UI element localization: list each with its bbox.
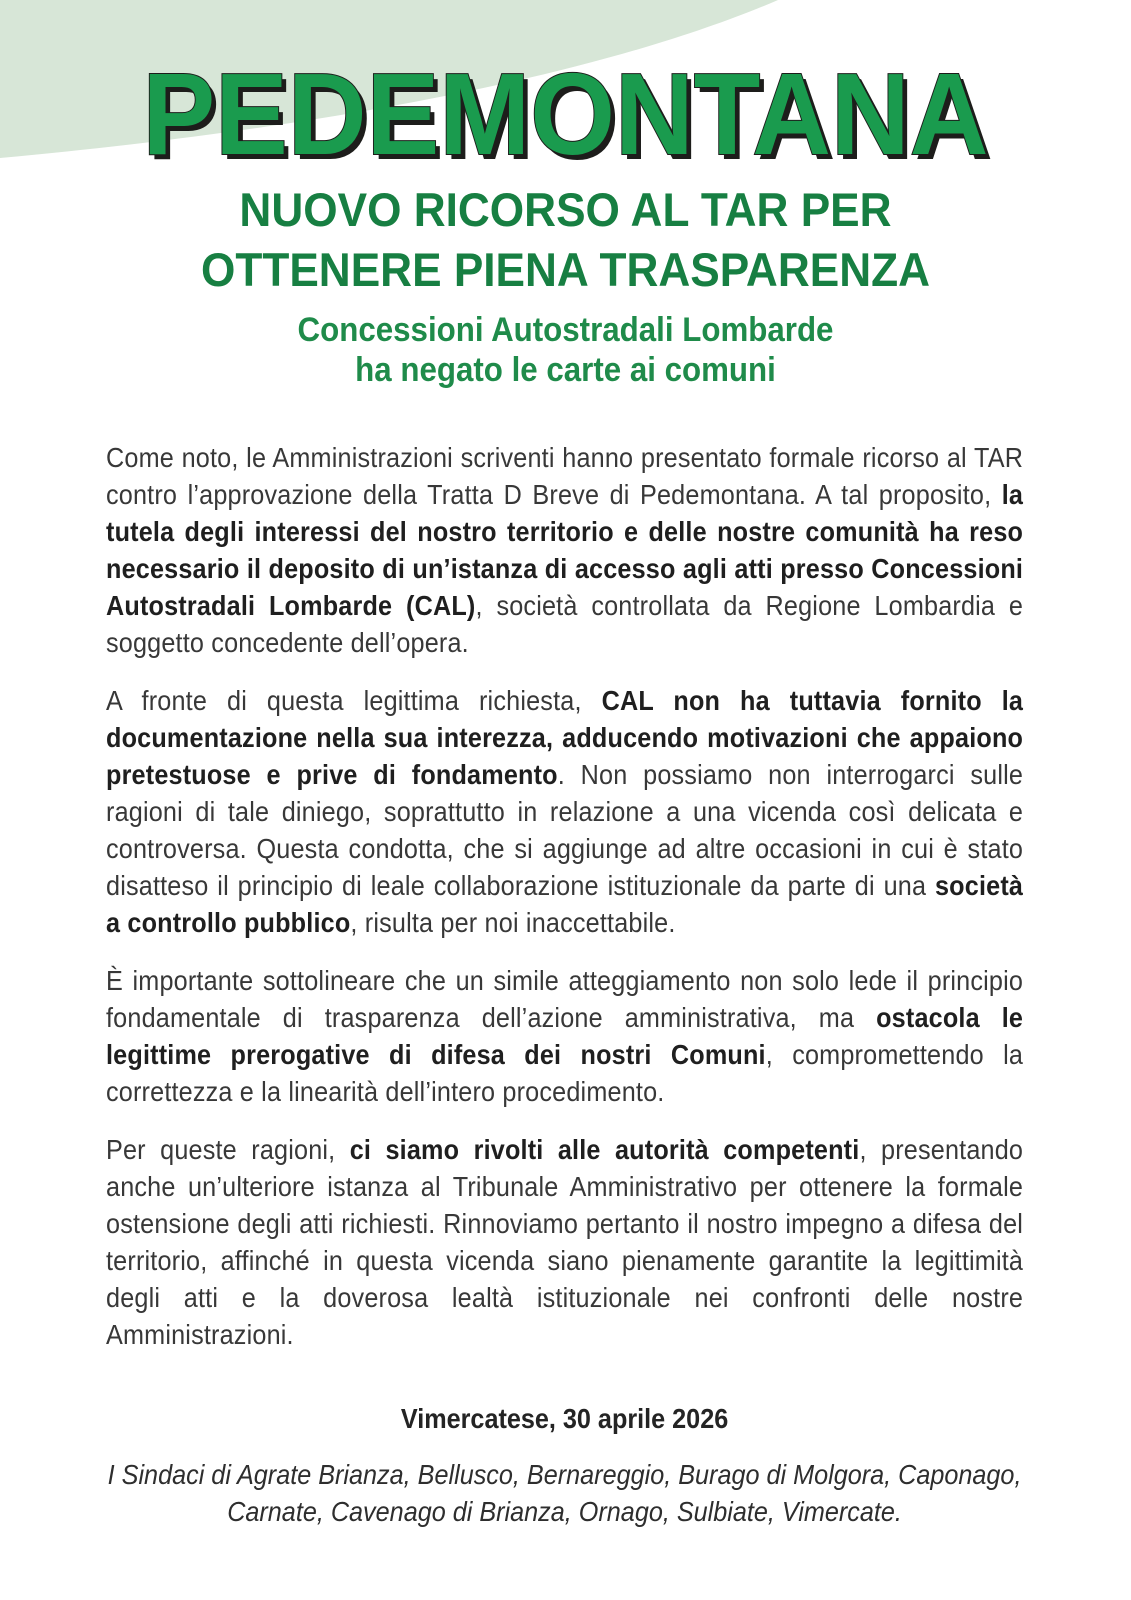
signatories: I Sindaci di Agrate Brianza, Bellusco, Bernareggio, Burago di Molgora, Caponago, Carnate, Cavenago di Brianza, Ornago, Sulbiate, Vimercate. (107, 1459, 1022, 1527)
subheadline-line-2: ha negato le carte ai comuni (355, 351, 776, 389)
text-run: , compromettendo la correttezza e la linearità dell’intero procedimento. (106, 1039, 1024, 1107)
subheadline-line-1: Concessioni Autostradali Lombarde (297, 311, 834, 349)
headline (34, 180, 1097, 300)
body-paragraph (106, 1131, 1023, 1353)
body-paragraph (106, 439, 1023, 661)
text-run: Per queste ragioni, (106, 1134, 350, 1165)
body-text (106, 439, 1023, 1353)
headline-line-1: NUOVO RICORSO AL TAR PER (239, 183, 892, 236)
subheadline (45, 310, 1086, 390)
headline-line-2: OTTENERE PIENA TRASPARENZA (200, 243, 930, 296)
text-run: . Non possiamo non interrogarci sulle ragioni di tale diniego, soprattutto in relazione a una vicenda così delicata e controversa. Questa condotta, che si aggiunge ad altre occasioni in cui è stato disatteso il principio di leale collaborazione istituzionale da parte di una (106, 759, 1024, 901)
text-run: ci siamo rivolti alle autorità competenti (349, 1134, 860, 1165)
body-copy (106, 439, 1023, 1530)
text-run: ostacola le legittime prerogative di difesa dei nostri Comuni (106, 1002, 1024, 1070)
body-paragraph (106, 962, 1023, 1110)
text-run: È importante sottolineare che un simile atteggiamento non solo lede il principio fondamentale di trasparenza dell’azione amministrativa, ma (106, 965, 1024, 1033)
flyer-header (0, 49, 1131, 390)
flyer-content (106, 439, 1131, 1530)
body-paragraph (106, 682, 1023, 941)
text-run: , risulta per noi inaccettabile. (350, 907, 676, 938)
text-run: CAL non ha tuttavia fornito la documentazione nella sua interezza, adducendo motivazioni che appaiono pretestuose e prive di fondamento (106, 685, 1024, 790)
text-run: A fronte di questa legittima richiesta, (106, 685, 602, 716)
text-run: , società controllata da Regione Lombardia e soggetto concedente dell’opera. (106, 590, 1024, 658)
text-run: Come noto, le Amministrazioni scriventi hanno presentato formale ricorso al TAR contro l’approvazione della Tratta D Breve di Pedemontana. A tal proposito, (106, 442, 1024, 510)
page-title: PEDEMONTANA (142, 49, 989, 179)
dateline: Vimercatese, 30 aprile 2026 (400, 1403, 729, 1434)
text-run: società a controllo pubblico (106, 870, 1024, 938)
text-run: , presentando anche un’ulteriore istanza al Tribunale Amministrativo per ottenere la formale ostensione degli atti richiesti. Rinnoviamo pertanto il nostro impegno a difesa del territorio, affinché in questa vicenda siano pienamente garantite la legittimità degli atti e la doverosa lealtà istituzionale nei confronti delle nostre Amministrazioni. (106, 1134, 1024, 1350)
text-run: la tutela degli interessi del nostro territorio e delle nostre comunità ha reso necessario il deposito di un’istanza di accesso agli atti presso Concessioni Autostradali Lombarde (CAL) (106, 479, 1024, 621)
